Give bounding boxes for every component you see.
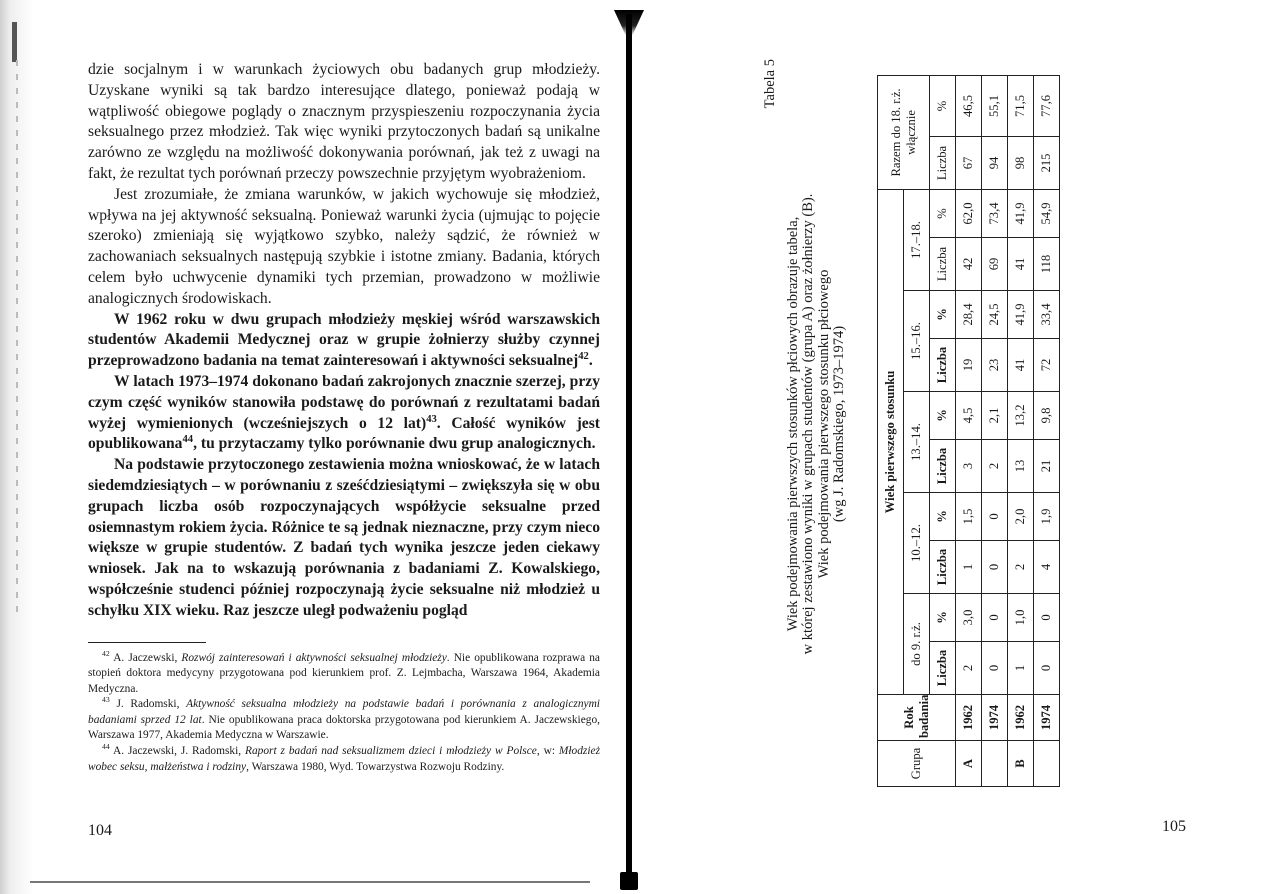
cell-percent: 41,9 (1008, 291, 1034, 339)
footnote-42: $^{42}$ A. Jaczewski, Rozwój zainteresowań i aktywności seksualnej młodzieży. Nie opublikowana rozprawa na stopień doktora medycyny przygotowana pod kierunkiem prof. Z. Lejmbacha, Warszawa 1964, Akademia Medyczna. (88, 648, 600, 695)
cell-count: 13 (1008, 440, 1034, 493)
cell-percent: 33,4 (1034, 291, 1060, 339)
footnote-ref-42: 42 (578, 350, 589, 362)
cell-percent: 55,1 (982, 75, 1008, 136)
cell-count: 67 (956, 136, 982, 189)
table-row (1008, 75, 1034, 786)
cell-percent: 1,5 (956, 493, 982, 541)
paragraph-4: W latach 1973–1974 dokonano badań zakrojonych znacznie szerzej, przy czym część wyników stanowiła podstawę do porównań z rezultatami badań wyżej wymienionych (wcześniejszych o 12 lat)$^{43}$. Całość wyników jest opublikowana$^{44}$, tu przytaczamy tylko porównanie dwu grup analogicznych. (88, 372, 600, 453)
cell-percent: 41,9 (1008, 189, 1034, 237)
paragraph-1: dzie socjalnym i w warunkach życiowych obu badanych grup młodzieży. Uzyskane wyniki są tak bardzo interesujące dlatego, ponieważ podają w wątpliwość obiegowe poglądy o znacznym przyspieszeniu rozpoczynania życia seksualnego przez młodzież. Tak więc wyniki przytoczonych badań są unikalne zarówno ze względu na możliwość dokonywania porównań, jak też z uwagi na fakt, że rezultat tych porównań przeczy powszechnie przyjętym wyobrażeniom. (88, 61, 600, 182)
header-wiek: Wiek pierwszego stosunku (878, 189, 904, 694)
cell-percent: 62,0 (956, 189, 982, 237)
cell-count: 2 (1008, 541, 1034, 594)
table-row (982, 75, 1008, 786)
subheader-pct: % (930, 189, 956, 237)
cell-count: 215 (1034, 136, 1060, 189)
cell-count: 19 (956, 339, 982, 392)
cell-rok: 1962 (1008, 695, 1034, 741)
subheader-liczba: Liczba (930, 339, 956, 392)
table-label: Tabela 5 (762, 59, 778, 109)
cell-percent: 73,4 (982, 189, 1008, 237)
subheader-pct: % (930, 594, 956, 642)
paragraph-5: Na podstawie przytoczonego zestawienia można wnioskować, że w latach siedemdziesiątych – w porównaniu z sześćdziesiątymi – zwiększyła się w obu grupach liczba osób rozpoczynających współżycie seksualne przed osiemnastym rokiem życia. Różnice te są jednak nieznaczne, przy czym nieco większe w grupie studentów. Z badań tych wynika jeszcze jeden ciekawy wniosek. Jak na to wskazują porównania z badaniami Z. Kowalskiego, współcześnie studenci później rozpoczynają życie seksualne niż młodzież u schyłku XIX wieku. Raz jeszcze uległ podważeniu pogląd (88, 456, 600, 619)
table-row (956, 75, 982, 786)
cell-percent: 2,1 (982, 392, 1008, 440)
cell-count: 0 (982, 642, 1008, 695)
caption-line: (wg J. Radomskiego, 1973–1974) (831, 325, 848, 523)
paragraph-3: W 1962 roku w dwu grupach młodzieży męskiej wśród warszawskich studentów Akademii Medycznej oraz w grupie żołnierzy służby czynnej przeprowadzono badania na temat zainteresowań i aktywności seksualnej$^{42}$. (88, 310, 600, 370)
age-group-header: 17.–18. (904, 189, 930, 290)
gutter-shadow-bottom (620, 872, 638, 890)
header-razem: Razem do 18. r.ż. włącznie (878, 75, 930, 189)
header-row-1 (878, 75, 904, 786)
cell-percent: 1,0 (1008, 594, 1034, 642)
age-group-header: 10.–12. (904, 493, 930, 594)
header-grupa: Grupa (878, 741, 956, 787)
footnote-ref-44: 44 (182, 434, 194, 446)
cell-count: 72 (1034, 339, 1060, 392)
cell-percent: 2,0 (1008, 493, 1034, 541)
caption-line: Wiek podejmowania pierwszych stosunków płciowych obrazuje tabela, (785, 216, 801, 632)
cell-count: 42 (956, 238, 982, 291)
cell-count: 98 (1008, 136, 1034, 189)
age-group-header: 13.–14. (904, 392, 930, 493)
subheader-pct: % (930, 75, 956, 136)
table-row (1034, 75, 1060, 786)
rotated-table-page (756, 59, 1053, 789)
table-caption (786, 59, 848, 789)
footnote-44: $^{44}$ A. Jaczewski, J. Radomski, Raport z badań nad seksualizmem dzieci i młodzieży w Polsce, w: Młodzież wobec seksu, małżeństwa i rodziny, Warszawa 1980, Wyd. Towarzystwa Rozwoju Rodziny. (88, 742, 601, 773)
cell-percent: 28,4 (956, 291, 982, 339)
subheader-pct: % (930, 291, 956, 339)
cell-count: 118 (1034, 238, 1060, 291)
left-page (88, 60, 600, 775)
data-table (877, 75, 1060, 787)
subheader-liczba: Liczba (930, 136, 956, 189)
cell-percent: 71,5 (1008, 75, 1034, 136)
cell-count: 23 (982, 339, 1008, 392)
cell-percent: 54,9 (1034, 189, 1060, 237)
caption-line: w której zestawiono wyniki w grupach studentów (grupa A) oraz żołnierzy (B). (800, 193, 817, 655)
cell-percent: 3,0 (956, 594, 982, 642)
footnote-ref-43: 43 (426, 413, 437, 425)
footnotes (88, 648, 601, 776)
cell-count: 2 (982, 440, 1008, 493)
binding-speckles (16, 60, 18, 620)
age-group-header: do 9. r.ż. (904, 594, 930, 695)
cell-count: 69 (982, 238, 1008, 291)
subheader-pct: % (930, 392, 956, 440)
subheader-liczba: Liczba (930, 642, 956, 695)
cell-count: 41 (1008, 238, 1034, 291)
body-text (88, 60, 600, 622)
cell-count: 1 (1008, 642, 1034, 695)
cell-count: 1 (956, 541, 982, 594)
bottom-scan-edge (30, 881, 590, 883)
header-rok: Rok badania (878, 695, 956, 741)
cell-percent: 4,5 (956, 392, 982, 440)
subheader-liczba: Liczba (930, 440, 956, 493)
cell-percent: 24,5 (982, 291, 1008, 339)
footnote-43: $^{43}$ J. Radomski, Aktywność seksualna młodzieży na podstawie badań i porównania z analogicznymi badaniami sprzed 12 lat. Nie opublikowana praca doktorska przygotowana pod kierunkiem A. Jaczewskiego, Warszawa 1977, Akademia Medyczna w Warszawie. (88, 695, 600, 742)
cell-rok: 1962 (956, 695, 982, 741)
gutter-line (626, 14, 632, 884)
cell-count: 4 (1034, 541, 1060, 594)
table-body (956, 75, 1060, 786)
cell-count: 2 (956, 642, 982, 695)
binding-mark (12, 22, 17, 62)
cell-percent: 13,2 (1008, 392, 1034, 440)
page-edge-shadow (0, 0, 34, 894)
cell-count: 41 (1008, 339, 1034, 392)
cell-count: 21 (1034, 440, 1060, 493)
cell-count: 3 (956, 440, 982, 493)
cell-percent: 46,5 (956, 75, 982, 136)
page-number-left: 104 (88, 822, 112, 839)
cell-percent: 0 (982, 594, 1008, 642)
subheader-liczba: Liczba (930, 541, 956, 594)
header-row-3 (930, 75, 956, 786)
cell-rok: 1974 (982, 695, 1008, 741)
subheader-pct: % (930, 493, 956, 541)
age-group-header: 15.–16. (904, 291, 930, 392)
cell-count: 0 (1034, 642, 1060, 695)
page-number-right: 105 (1162, 818, 1186, 835)
cell-rok: 1974 (1034, 695, 1060, 741)
cell-grupa: A (956, 741, 982, 787)
cell-percent: 77,6 (1034, 75, 1060, 136)
cell-grupa (1034, 741, 1060, 787)
cell-grupa: B (1008, 741, 1034, 787)
cell-percent: 9,8 (1034, 392, 1060, 440)
paragraph-2: Jest zrozumiałe, że zmiana warunków, w jakich wychowuje się młodzież, wpływa na jej aktywność seksualną. Ponieważ warunki życia (ujmując to pojęcie szeroko) zmieniają się wyjątkowo szybko, należy sądzić, że również w zachowaniach seksualnych następują szybkie i istotne zmiany. Badania, których celem było uchwycenie dynamiki tych przemian, prowadzono w możliwie analogicznych środowiskach. (88, 185, 600, 307)
footnote-separator (88, 642, 206, 643)
caption-line: Wiek podejmowania pierwszego stosunku płciowego (815, 269, 832, 579)
cell-count: 94 (982, 136, 1008, 189)
cell-percent: 1,9 (1034, 493, 1060, 541)
cell-grupa (982, 741, 1008, 787)
cell-count: 0 (982, 541, 1008, 594)
subheader-liczba: Liczba (930, 238, 956, 291)
cell-percent: 0 (982, 493, 1008, 541)
cell-percent: 0 (1034, 594, 1060, 642)
